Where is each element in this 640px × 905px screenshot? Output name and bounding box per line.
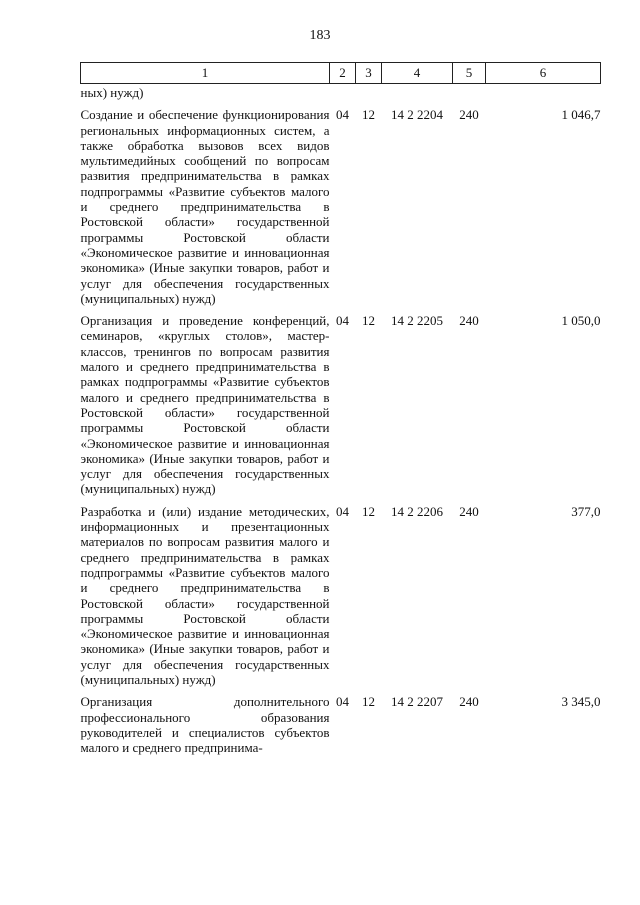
row-amount: 3 345,0	[561, 694, 601, 710]
table-header	[81, 63, 601, 84]
table-body	[81, 84, 601, 756]
row-description: Создание и обеспечение функционирования региональных информационных систем, а также обработка вызовов всех видов мультимедийных сообщений по вопросам развития предпринимательства в рамках подпрограммы «Развитие субъектов малого и среднего предпринимательства в Ростовской области» государственной программы Ростовской области «Экономическое развитие и инновационная экономика» (Иные закупки товаров, работ и услуг для обеспечения государственных (муниципальных) нужд)	[80, 107, 330, 306]
row-subsection: 12	[362, 107, 375, 123]
budget-table	[80, 62, 601, 755]
row-target-article: 14 2 2205	[391, 313, 443, 329]
row-subsection: 12	[362, 313, 375, 329]
table-row	[81, 687, 601, 755]
row-expense-type: 240	[459, 694, 479, 710]
row-description: Организация дополнительного профессионального образования руководителей и специалистов субъектов малого и среднего предпринима-	[80, 694, 330, 756]
row-expense-type: 240	[459, 503, 479, 519]
header-col-1: 1	[81, 63, 330, 84]
row-target-article: 14 2 2206	[391, 503, 443, 519]
row-subsection: 12	[362, 694, 375, 710]
continuation-row	[81, 84, 601, 101]
row-amount: 377,0	[571, 503, 601, 519]
row-expense-type: 240	[459, 313, 479, 329]
header-col-3: 3	[356, 63, 382, 84]
row-section: 04	[336, 313, 349, 329]
continuation-text: ных) нужд)	[80, 85, 144, 100]
row-description: Разработка и (или) издание методических, информационных и презентационных материалов по вопросам развития малого и среднего предпринимательства в рамках подпрограммы «Развитие субъектов малого и среднего предпринимательства в Ростовской области» государственной программы Ростовской области «Экономическое развитие и инновационная экономика» (Иные закупки товаров, работ и услуг для обеспечения государственных (муниципальных) нужд)	[80, 503, 330, 687]
table-row	[81, 497, 601, 688]
row-target-article: 14 2 2204	[391, 107, 443, 123]
row-amount: 1 046,7	[561, 107, 601, 123]
header-col-2: 2	[330, 63, 356, 84]
row-section: 04	[336, 107, 349, 123]
row-section: 04	[336, 503, 349, 519]
header-row	[81, 63, 601, 84]
table-row	[81, 306, 601, 497]
header-col-6: 6	[486, 63, 601, 84]
row-amount: 1 050,0	[561, 313, 601, 329]
row-expense-type: 240	[459, 107, 479, 123]
row-description: Организация и проведение конференций, семинаров, «круглых столов», мастер-классов, тренингов по вопросам развития малого и среднего предпринимательства в рамках подпрограммы «Развитие субъектов малого и среднего предпринимательства в Ростовской области» государственной программы Ростовской области «Экономическое развитие и инновационная экономика» (Иные закупки товаров, работ и услуг для обеспечения государственных (муниципальных) нужд)	[80, 313, 330, 497]
row-target-article: 14 2 2207	[391, 694, 443, 710]
row-subsection: 12	[362, 503, 375, 519]
page-number: 183	[309, 28, 331, 43]
row-section: 04	[336, 694, 349, 710]
header-col-5: 5	[453, 63, 486, 84]
table-row	[81, 100, 601, 306]
header-col-4: 4	[382, 63, 453, 84]
